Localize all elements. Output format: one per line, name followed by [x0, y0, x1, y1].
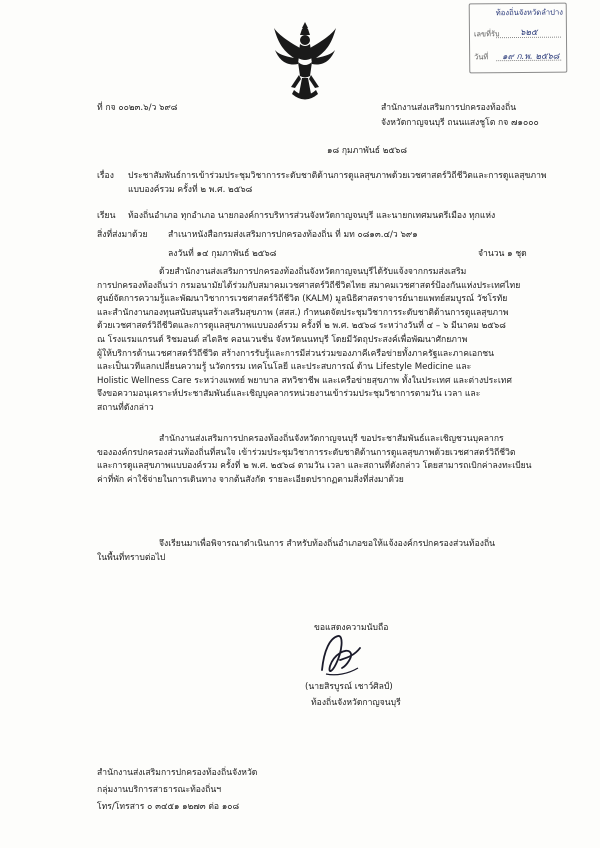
paragraph-line: สำนักงานส่งเสริมการปกครองท้องถิ่นจังหวัดกาญจนบุรี ขอประชาสัมพันธ์และเชิญชวนบุคลากร	[159, 434, 504, 444]
footer-phone: โทร/โทรสาร ๐ ๓๔๕๑ ๑๒๗๓ ต่อ ๑๐๘	[97, 802, 240, 812]
signatory-name: (นายสิรบูรณ์ เชาว์ศิลป์)	[305, 682, 393, 692]
paragraph-line: จึงเรียนมาเพื่อพิจารณาดำเนินการ สำหรับท้องถิ่นอำเภอขอให้แจ้งองค์กรปกครองส่วนท้องถิ่น	[159, 539, 496, 549]
paragraph-line: ณ โรงแรมแกรนด์ ริชมอนด์ สไตลิช คอนเวนชั่น จังหวัดนนทบุรี โดยมีวัตถุประสงค์เพื่อพัฒนาศักยภาพ	[97, 334, 468, 345]
paragraph-line: ผู้ให้บริการด้านเวชศาสตร์วิถีชีวิต สร้างการรับรู้และการมีส่วนร่วมของภาคีเครือข่ายทั้งภาครัฐและภาคเอกชน	[97, 348, 495, 359]
stamp-number-value: ๖๒๕	[519, 27, 538, 38]
attachment-line2: ลงวันที่ ๑๔ กุมภาพันธ์ ๒๕๖๘	[168, 249, 277, 259]
paragraph-line: สถานที่ดังกล่าว	[97, 402, 154, 413]
paragraph-line: และการดูแลสุขภาพแบบองค์รวม ครั้งที่ ๒ พ.ศ. ๒๕๖๘ ตามวัน เวลา และสถานที่ดังกล่าว โดยสามารถเบิกค่าลงทะเบียน	[97, 461, 532, 472]
stamp-agency: ท้องถิ่นจังหวัดลำปาง	[495, 7, 563, 18]
paragraph-line: ด้วยเวชศาสตร์วิถีชีวิตและการดูแลสุขภาพแบบองค์รวม ครั้งที่ ๒ พ.ศ. ๒๕๖๘ ระหว่างวันที่ ๔ – ๖ มีนาคม ๒๕๖๘	[97, 321, 506, 332]
body-paragraph-1	[97, 266, 535, 416]
subject-line1: ประชาสัมพันธ์การเข้าร่วมประชุมวิชาการระดับชาติด้านการดูแลสุขภาพด้วยเวชศาสตร์วิถีชีวิตและการดูแลสุขภาพ	[128, 171, 547, 181]
receiving-stamp	[469, 3, 568, 74]
paragraph-line: ศูนย์จัดการความรู้และพัฒนาวิชาการเวชศาสตร์วิถีชีวิต (KALM) มูลนิธิศาสตราจารย์นายแพทย์สมบูรณ์ วัชโรทัย	[97, 294, 508, 305]
body-paragraph-3	[97, 538, 535, 565]
signatory-position: ท้องถิ่นจังหวัดกาญจนบุรี	[311, 698, 401, 708]
paragraph-line: ค่าที่พัก ค่าใช้จ่ายในการเดินทาง จากต้นสังกัด รายละเอียดปรากฏตามสิ่งที่ส่งมาด้วย	[97, 474, 404, 485]
sender-address-line1: สำนักงานส่งเสริมการปกครองท้องถิ่น	[381, 103, 517, 113]
stamp-date-value: ๑๙ ก.พ. ๒๕๖๘	[502, 51, 560, 63]
attachment-label: สิ่งที่ส่งมาด้วย	[97, 230, 148, 240]
paragraph-line: ขององค์กรปกครองส่วนท้องถิ่นที่สนใจ เข้าร่วมประชุมวิชาการระดับชาติด้านการดูแลสุขภาพด้วยเวชศาสตร์วิถีชีวิต	[97, 447, 516, 458]
recipient-label: เรียน	[97, 211, 116, 221]
garuda-emblem-icon	[272, 20, 338, 102]
subject-line2: แบบองค์รวม ครั้งที่ ๒ พ.ศ. ๒๕๖๘	[128, 185, 253, 195]
handwritten-signature-icon	[316, 630, 366, 678]
closing-regards: ขอแสดงความนับถือ	[314, 623, 389, 633]
paragraph-line: จึงขอความอนุเคราะห์ประชาสัมพันธ์และเชิญบุคลากรหน่วยงานเข้าร่วมประชุมวิชาการตามวัน เวลา และ	[97, 389, 481, 400]
sender-address-line2: จังหวัดกาญจนบุรี ถนนแสงชูโต กจ ๗๑๐๐๐	[381, 118, 539, 128]
paragraph-line: และเป็นเวทีแลกเปลี่ยนความรู้ นวัตกรรม เทคโนโลยี และประสบการณ์ ด้าน Lifestyle Medicine และ	[97, 362, 472, 373]
attachment-quantity: จำนวน ๑ ชุด	[478, 249, 527, 259]
document-number: ที่ กจ ๐๐๒๓.๖/ว ๖๙๘	[97, 103, 178, 113]
paragraph-line: ด้วยสำนักงานส่งเสริมการปกครองท้องถิ่นจังหวัดกาญจนบุรีได้รับแจ้งจากกรมส่งเสริม	[159, 267, 467, 277]
footer-office: สำนักงานส่งเสริมการปกครองท้องถิ่นจังหวัด	[97, 768, 258, 778]
attachment-line1: สำเนาหนังสือกรมส่งเสริมการปกครองท้องถิ่น ที่ มท ๐๘๑๓.๔/ว ๖๙๑	[168, 230, 418, 240]
stamp-date-label: วันที่	[474, 52, 489, 62]
paragraph-line: การปกครองท้องถิ่นว่า กรมอนามัยได้ร่วมกับสมาคมเวชศาสตร์วิถีชีวิตไทย สมาคมเวชศาสตร์ป้องกันแห่งประเทศไทย	[97, 280, 521, 291]
body-paragraph-2	[97, 433, 535, 487]
paragraph-line: และสำนักงานกองทุนสนับสนุนสร้างเสริมสุขภาพ (สสส.) กำหนดจัดประชุมวิชาการระดับชาติด้านการดูแลสุขภาพ	[97, 307, 509, 318]
footer-department: กลุ่มงานบริการสาธารณะท้องถิ่นฯ	[97, 785, 222, 795]
recipient-text: ท้องถิ่นอำเภอ ทุกอำเภอ นายกองค์การบริหารส่วนจังหวัดกาญจนบุรี และนายกเทศมนตรีเมือง ทุกแห่ง	[128, 211, 496, 221]
paragraph-line: ในพื้นที่ทราบต่อไป	[97, 552, 166, 563]
subject-label: เรื่อง	[97, 171, 114, 181]
stamp-number-label: เลขที่รับ	[473, 29, 500, 39]
paragraph-line: Holistic Wellness Care ระหว่างแพทย์ พยาบาล สหวิชาชีพ และเครือข่ายสุขภาพ ทั้งในประเทศ และต่างประเทศ	[97, 375, 512, 386]
document-date: ๑๘ กุมภาพันธ์ ๒๕๖๘	[327, 146, 407, 156]
